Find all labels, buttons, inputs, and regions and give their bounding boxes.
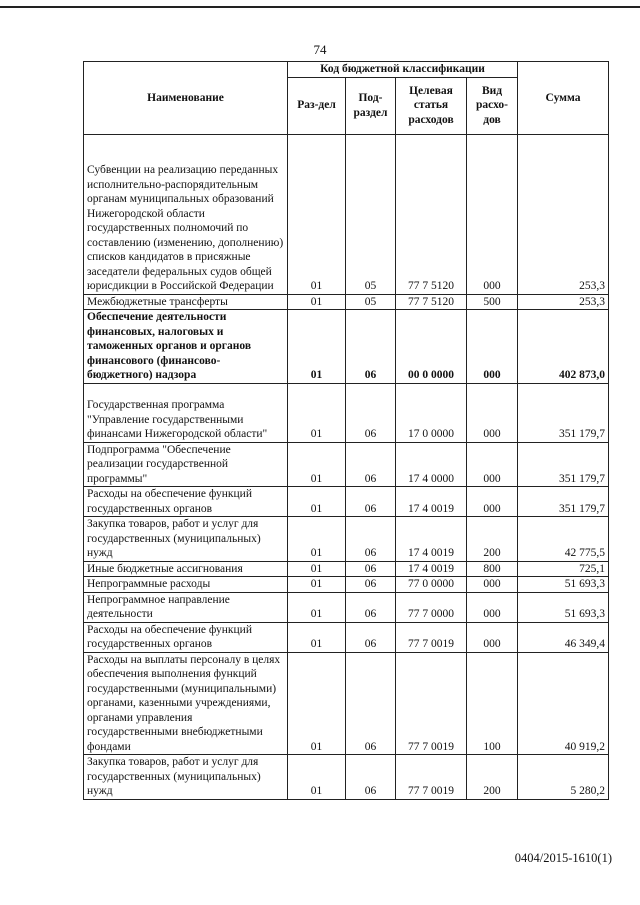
row-vid: 000: [467, 487, 518, 517]
row-name: Субвенции на реализацию переданных исполнительно-распорядительным органам муниципальных образований Нижегородской области государственных полномочий по составлению (изменению, дополнению) списков кандидатов в присяжные заседатели федеральных судов общей юрисдикции в Российской Федерации: [84, 134, 288, 294]
row-name: Государственная программа "Управление государственными финансами Нижегородской области": [84, 383, 288, 442]
table-row: [84, 310, 609, 384]
row-statya: 77 7 0000: [396, 592, 467, 622]
row-vid: 000: [467, 134, 518, 294]
row-vid: 000: [467, 442, 518, 487]
row-podrazdel: 06: [346, 755, 396, 800]
row-razdel: 01: [288, 755, 346, 800]
row-statya: 77 0 0000: [396, 577, 467, 593]
header-vid: Вид расхо-дов: [467, 77, 518, 134]
row-podrazdel: 05: [346, 294, 396, 310]
row-podrazdel: 06: [346, 310, 396, 384]
row-statya: 17 4 0000: [396, 442, 467, 487]
row-vid: 000: [467, 310, 518, 384]
row-name: Непрограммное направление деятельности: [84, 592, 288, 622]
row-razdel: 01: [288, 517, 346, 562]
header-statya: Целевая статья расходов: [396, 77, 467, 134]
row-statya: 77 7 0019: [396, 755, 467, 800]
row-summa: 51 693,3: [518, 577, 609, 593]
row-razdel: 01: [288, 487, 346, 517]
row-name: Иные бюджетные ассигнования: [84, 561, 288, 577]
row-vid: 000: [467, 622, 518, 652]
row-podrazdel: 06: [346, 487, 396, 517]
table-row: [84, 487, 609, 517]
row-name: Межбюджетные трансферты: [84, 294, 288, 310]
row-summa: 351 179,7: [518, 442, 609, 487]
header-summa: Сумма: [518, 62, 609, 135]
header-code-group: Код бюджетной классификации: [288, 62, 518, 78]
row-podrazdel: 06: [346, 592, 396, 622]
row-vid: 200: [467, 755, 518, 800]
row-podrazdel: 06: [346, 517, 396, 562]
row-name: Закупка товаров, работ и услуг для государственных (муниципальных) нужд: [84, 517, 288, 562]
row-summa: 725,1: [518, 561, 609, 577]
row-statya: 17 4 0019: [396, 487, 467, 517]
row-podrazdel: 06: [346, 652, 396, 755]
row-statya: 17 4 0019: [396, 517, 467, 562]
row-vid: 000: [467, 383, 518, 442]
table-row: [84, 755, 609, 800]
row-razdel: 01: [288, 592, 346, 622]
table-row: [84, 442, 609, 487]
table-row: [84, 577, 609, 593]
row-vid: 800: [467, 561, 518, 577]
table-row: [84, 294, 609, 310]
row-name: Непрограммные расходы: [84, 577, 288, 593]
row-podrazdel: 06: [346, 622, 396, 652]
table-row: [84, 561, 609, 577]
row-summa: 351 179,7: [518, 383, 609, 442]
row-statya: 77 7 5120: [396, 134, 467, 294]
row-statya: 77 7 5120: [396, 294, 467, 310]
table-row: [84, 622, 609, 652]
row-summa: 40 919,2: [518, 652, 609, 755]
header-name: Наименование: [84, 62, 288, 135]
row-name: Расходы на обеспечение функций государственных органов: [84, 622, 288, 652]
top-border-line: [0, 6, 640, 8]
row-razdel: 01: [288, 652, 346, 755]
row-statya: 17 0 0000: [396, 383, 467, 442]
row-podrazdel: 05: [346, 134, 396, 294]
row-razdel: 01: [288, 622, 346, 652]
header-razdel: Раз-дел: [288, 77, 346, 134]
row-podrazdel: 06: [346, 383, 396, 442]
row-podrazdel: 06: [346, 561, 396, 577]
row-podrazdel: 06: [346, 577, 396, 593]
row-name: Обеспечение деятельности финансовых, налоговых и таможенных органов и органов финансового (финансово-бюджетного) надзора: [84, 310, 288, 384]
row-summa: 402 873,0: [518, 310, 609, 384]
row-vid: 200: [467, 517, 518, 562]
row-summa: 46 349,4: [518, 622, 609, 652]
table-row: [84, 383, 609, 442]
row-statya: 00 0 0000: [396, 310, 467, 384]
row-name: Расходы на обеспечение функций государственных органов: [84, 487, 288, 517]
row-summa: 253,3: [518, 134, 609, 294]
row-razdel: 01: [288, 294, 346, 310]
page-number: 74: [313, 42, 327, 57]
row-razdel: 01: [288, 442, 346, 487]
row-razdel: 01: [288, 383, 346, 442]
row-summa: 253,3: [518, 294, 609, 310]
row-razdel: 01: [288, 310, 346, 384]
row-razdel: 01: [288, 561, 346, 577]
row-summa: 51 693,3: [518, 592, 609, 622]
table-row: [84, 592, 609, 622]
row-name: Расходы на выплаты персоналу в целях обеспечения выполнения функций государственными (муниципальными) органами, казенными учреждениями, органами управления государственными внебюджетными фондами: [84, 652, 288, 755]
row-razdel: 01: [288, 134, 346, 294]
budget-table: [83, 61, 609, 800]
row-statya: 17 4 0019: [396, 561, 467, 577]
row-name: Закупка товаров, работ и услуг для государственных (муниципальных) нужд: [84, 755, 288, 800]
row-name: Подпрограмма "Обеспечение реализации государственной программы": [84, 442, 288, 487]
row-vid: 000: [467, 592, 518, 622]
row-summa: 42 775,5: [518, 517, 609, 562]
table-row: [84, 134, 609, 294]
table-row: [84, 517, 609, 562]
row-statya: 77 7 0019: [396, 652, 467, 755]
row-podrazdel: 06: [346, 442, 396, 487]
row-summa: 351 179,7: [518, 487, 609, 517]
header-podrazdel: Под-раздел: [346, 77, 396, 134]
row-vid: 000: [467, 577, 518, 593]
row-vid: 500: [467, 294, 518, 310]
row-vid: 100: [467, 652, 518, 755]
row-statya: 77 7 0019: [396, 622, 467, 652]
row-summa: 5 280,2: [518, 755, 609, 800]
table-row: [84, 652, 609, 755]
document-number: 0404/2015-1610(1): [514, 851, 612, 865]
row-razdel: 01: [288, 577, 346, 593]
